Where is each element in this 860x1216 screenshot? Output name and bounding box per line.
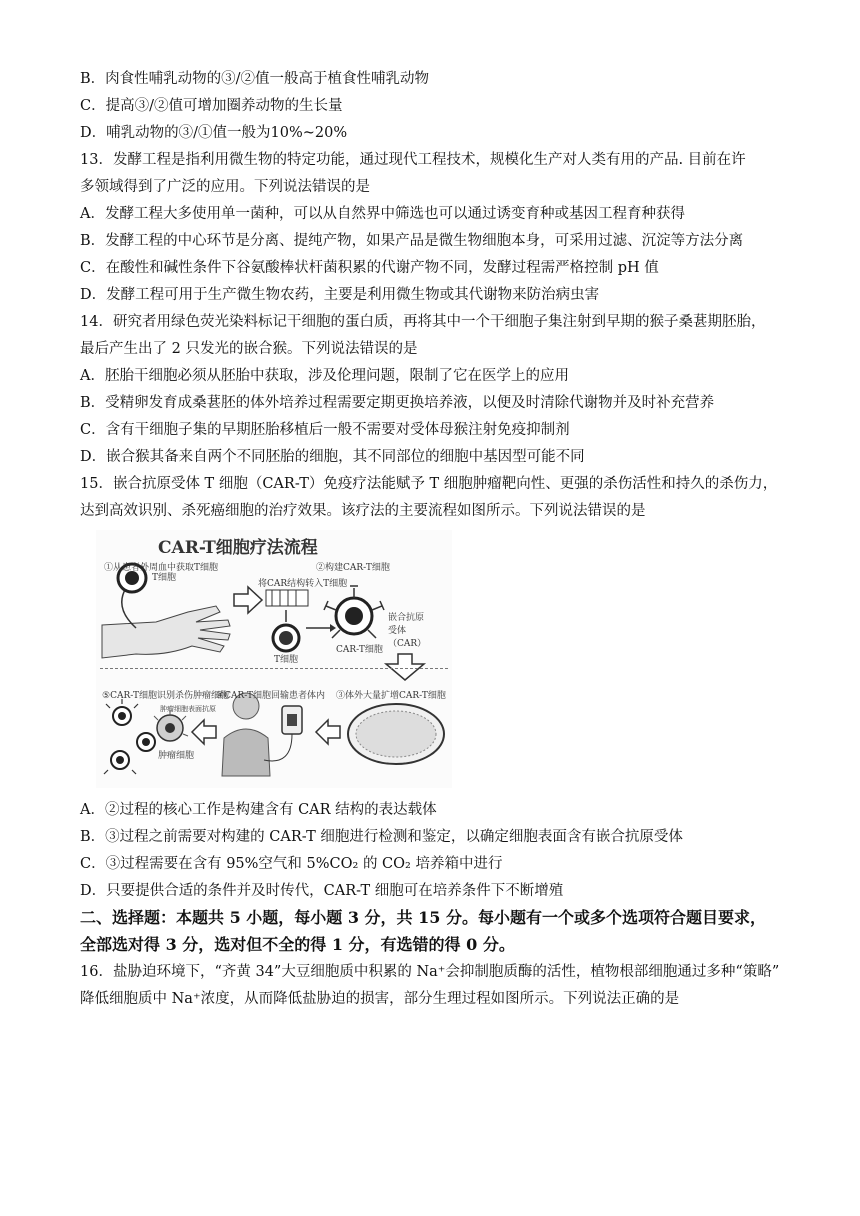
car-t-cell-label: CAR-T细胞 [336,645,383,655]
q13-option-d: D．发酵工程可用于生产微生物农药，主要是利用微生物或其代谢物来防治病虫害 [80,287,600,303]
q12-option-b: B．肉食性哺乳动物的③/②值一般高于植食性哺乳动物 [80,71,430,87]
q14-option-a: A．胚胎干细胞必须从胚胎中获取，涉及伦理问题，限制了它在医学上的应用 [80,368,569,384]
q15-option-b: B．③过程之前需要对构建的 CAR-T 细胞进行检测和鉴定，以确定细胞表面含有嵌合抗原受体 [80,829,683,845]
t-cell-label: T细胞 [152,573,177,583]
q15-option-c: C．③过程需要在含有 95%空气和 5%CO₂ 的 CO₂ 培养箱中进行 [80,856,503,872]
q16-stem-line2: 降低细胞质中 Na⁺浓度，从而降低盐胁迫的损害，部分生理过程如图所示。下列说法正确的是 [80,991,680,1007]
q15-stem-line2: 达到高效识别、杀死癌细胞的治疗效果。该疗法的主要流程如图所示。下列说法错误的是 [80,503,646,519]
step1-label: ①从患者外周血中获取T细胞 [104,563,219,573]
section2-heading-line2: 全部选对得 3 分，选对但不全的得 1 分，有选错的得 0 分。 [80,935,515,954]
q14-option-d: D．嵌合猴其备来自两个不同胚胎的细胞，其不同部位的细胞中基因型可能不同 [80,449,585,465]
q13-option-b: B．发酵工程的中心环节是分离、提纯产物，如果产品是微生物细胞本身，可采用过滤、沉淀等方法分离 [80,233,744,249]
q15-option-a: A．②过程的核心工作是构建含有 CAR 结构的表达载体 [80,802,437,818]
figure-title: CAR-T细胞疗法流程 [158,538,318,558]
step5-label: ⑤CAR-T细胞识别杀伤肿瘤细胞 [102,691,229,701]
step3-label: ③体外大量扩增CAR-T细胞 [336,691,446,701]
tumor-cell-label: 肿瘤细胞 [158,751,195,761]
section2-heading-line1: 二、选择题：本题共 5 小题，每小题 3 分，共 15 分。每小题有一个或多个选项符合题目要求， [80,908,766,927]
q14-option-b: B．受精卵发育成桑葚胚的体外培养过程需要定期更换培养液，以便及时清除代谢物并及时补充营养 [80,395,715,411]
car-t-flow-figure [96,530,452,788]
q13-option-c: C．在酸性和碱性条件下谷氨酸棒状杆菌积累的代谢产物不同，发酵过程需严格控制 pH 值 [80,260,659,276]
q13-option-a: A．发酵工程大多使用单一菌种，可以从自然界中筛选也可以通过诱变育种或基因工程育种获得 [80,206,685,222]
q14-option-c: C．含有干细胞子集的早期胚胎移植后一般不需要对受体母猴注射免疫抑制剂 [80,422,570,438]
tumor-antigen-label: 肿瘤细胞表面抗原 [160,705,216,713]
step4-label: ④CAR-T细胞回输患者体内 [216,691,325,701]
step2-label: ②构建CAR-T细胞 [316,563,390,573]
q12-option-c: C．提高③/②值可增加圈养动物的生长量 [80,98,343,114]
q13-stem-line2: 多领域得到了广泛的应用。下列说法错误的是 [80,179,370,195]
t-cell-label-2: T细胞 [274,655,299,665]
insert-car-label: 将CAR结构转入T细胞 [258,579,348,589]
q12-option-d: D．哺乳动物的③/①值一般为10%~20% [80,125,348,141]
q14-stem-line2: 最后产生出了 2 只发光的嵌合猴。下列说法错误的是 [80,341,418,357]
q15-option-d: D．只要提供合适的条件并及时传代，CAR-T 细胞可在培养条件下不断增殖 [80,883,564,899]
figure-divider [100,668,448,669]
q15-stem-line1: 15．嵌合抗原受体 T 细胞（CAR-T）免疫疗法能赋予 T 细胞肿瘤靶向性、更强的杀伤活性和持久的杀伤力， [80,476,778,492]
q16-stem-line1: 16．盐胁迫环境下，“齐黄 34”大豆细胞质中积累的 Na⁺会抑制胞质酶的活性，植物根部细胞通过多种“策略” [80,964,780,980]
q14-stem-line1: 14．研究者用绿色荧光染料标记干细胞的蛋白质，再将其中一个干细胞子集注射到早期的猴子桑葚期胚胎， [80,314,766,330]
q13-stem-line1: 13．发酵工程是指利用微生物的特定功能，通过现代工程技术，规模化生产对人类有用的产品. 目前在许 [80,152,746,168]
car-receptor-label: 嵌合抗原受体（CAR） [388,613,427,649]
